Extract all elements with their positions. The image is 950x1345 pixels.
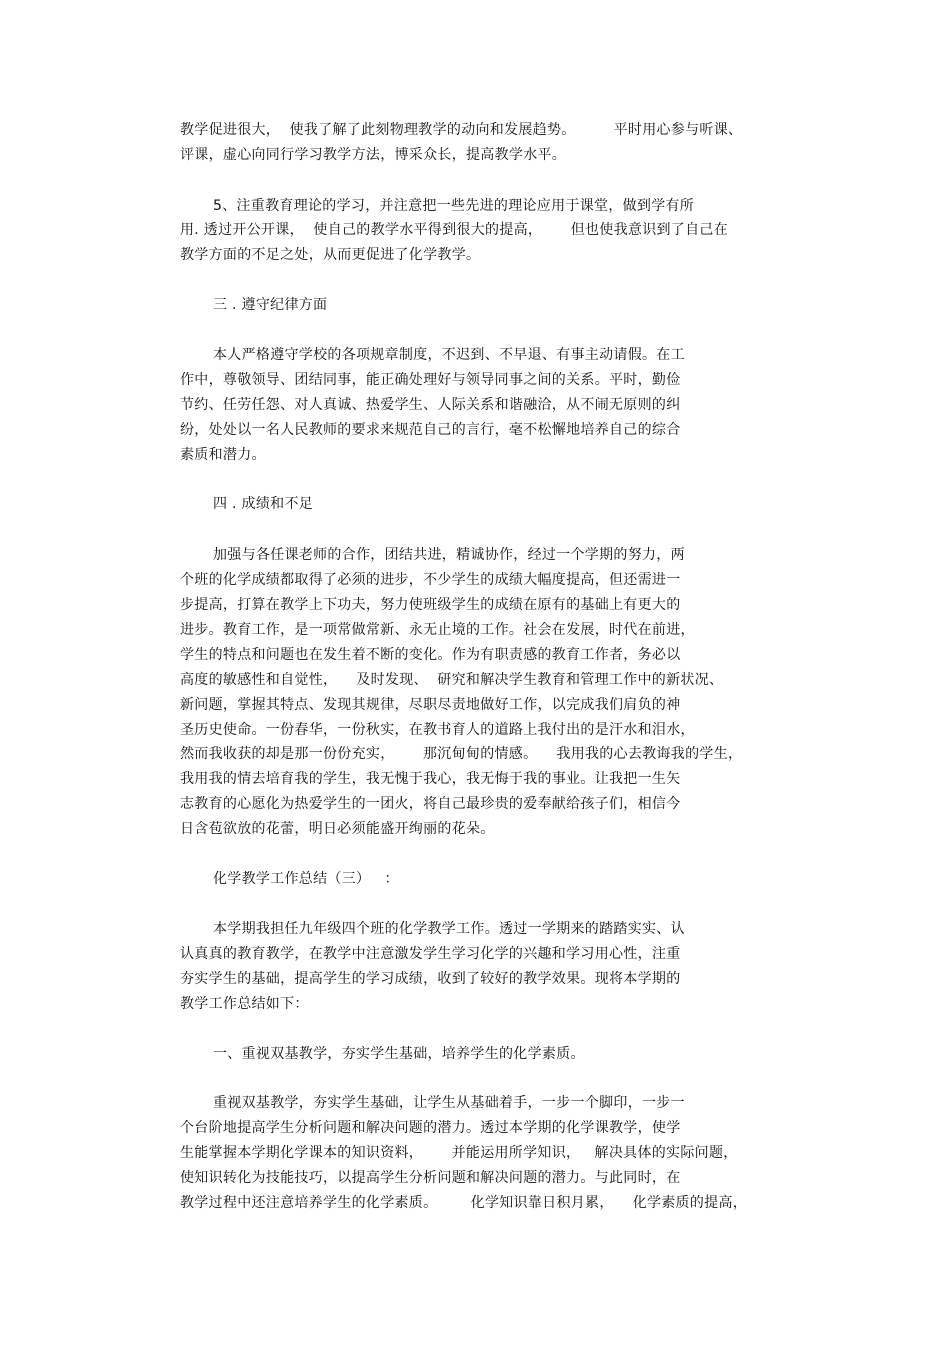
text-line: 进步。教育工作，是一项常做常新、永无止境的工作。社会在发展，时代在前进， [180, 622, 695, 638]
text-line: 日含苞欲放的花蕾，明日必须能盛开绚丽的花朵。 [180, 821, 495, 837]
text-line: 作中，尊敬领导、团结同事，能正确处理好与领导同事之间的关系。平时，勤俭 [180, 372, 681, 388]
text-line: 5、注重教育理论的学习，并注意把一些先进的理论应用于课堂，做到学有所 [213, 198, 695, 214]
text-line: 评课，虚心向同行学习教学方法，博采众长，提高教学水平。 [180, 147, 567, 163]
text-line: 教学过程中还注意培养学生的化学素质。 化学知识靠日积月累， 化学素质的提高， [180, 1195, 748, 1211]
text-line: 高度的敏感性和自觉性， 及时发现、 研究和解决学生教育和管理工作中的新状况、 [180, 672, 724, 688]
text-line: 圣历史使命。一份春华，一份秋实，在教书育人的道路上我付出的是汗水和泪水， [180, 722, 695, 738]
section-heading: 一、重视双基教学，夯实学生基础，培养学生的化学素质。 [213, 1046, 585, 1062]
text-line: 步提高，打算在教学上下功夫，努力使班级学生的成绩在原有的基础上有更大的 [180, 597, 681, 613]
text-line: 使知识转化为技能技巧，以提高学生分析问题和解决问题的潜力。与此同时，在 [180, 1170, 681, 1186]
text-line: 加强与各任课老师的合作，团结共进，精诚协作，经过一个学期的努力，两 [213, 547, 685, 563]
text-line: 重视双基教学，夯实学生基础，让学生从基础着手，一步一个脚印，一步一 [213, 1095, 685, 1111]
text-line: 素质和潜力。 [180, 447, 266, 463]
section-heading: 四 . 成绩和不足 [213, 496, 314, 512]
text-line: 本学期我担任九年级四个班的化学教学工作。透过一学期来的踏踏实实、认 [213, 921, 685, 937]
text-line: 我用我的情去培育我的学生，我无愧于我心，我无悔于我的事业。让我把一生矢 [180, 771, 681, 787]
text-line: 学生的特点和问题也在发生着不断的变化。作为有职责感的教育工作者，务必以 [180, 647, 681, 663]
text-line: 生能掌握本学期化学课本的知识资料， 并能运用所学知识， 解决具体的实际问题， [180, 1145, 738, 1161]
text-line: 教学促进很大， 使我了解了此刻物理教学的动向和发展趋势。 平时用心参与听课、 [180, 122, 743, 138]
text-line: 用. 透过开公开课， 使自己的教学水平得到很大的提高， 但也使我意识到了自己在 [180, 222, 728, 238]
section-heading: 化学教学工作总结（三） ： [213, 871, 399, 887]
text-line: 个班的化学成绩都取得了必须的进步，不少学生的成绩大幅度提高，但还需进一 [180, 572, 681, 588]
text-line: 新问题，掌握其特点、发现其规律，尽职尽责地做好工作，以完成我们肩负的神 [180, 697, 681, 713]
text-line: 志教育的心愿化为热爱学生的一团火，将自己最珍贵的爱奉献给孩子们，相信今 [180, 796, 681, 812]
section-heading: 三 . 遵守纪律方面 [213, 297, 328, 313]
text-line: 个台阶地提高学生分析问题和解决问题的潜力。透过本学期的化学课教学，使学 [180, 1120, 681, 1136]
text-line: 节约、任劳任怨、对人真诚、热爱学生、人际关系和谐融洽，从不闹无原则的纠 [180, 397, 681, 413]
text-line: 教学工作总结如下： [180, 996, 309, 1012]
text-line: 夯实学生的基础，提高学生的学习成绩，收到了较好的教学效果。现将本学期的 [180, 971, 681, 987]
text-line: 教学方面的不足之处，从而更促进了化学教学。 [180, 247, 481, 263]
text-line: 纷，处处以一名人民教师的要求来规范自己的言行，毫不松懈地培养自己的综合 [180, 422, 681, 438]
text-line: 本人严格遵守学校的各项规章制度，不迟到、不早退、有事主动请假。在工 [213, 347, 685, 363]
text-line: 然而我收获的却是那一份份充实， 那沉甸甸的情感。 我用我的心去教诲我的学生， [180, 746, 743, 762]
text-line: 认真真的教育教学，在教学中注意激发学生学习化学的兴趣和学习用心性，注重 [180, 946, 681, 962]
